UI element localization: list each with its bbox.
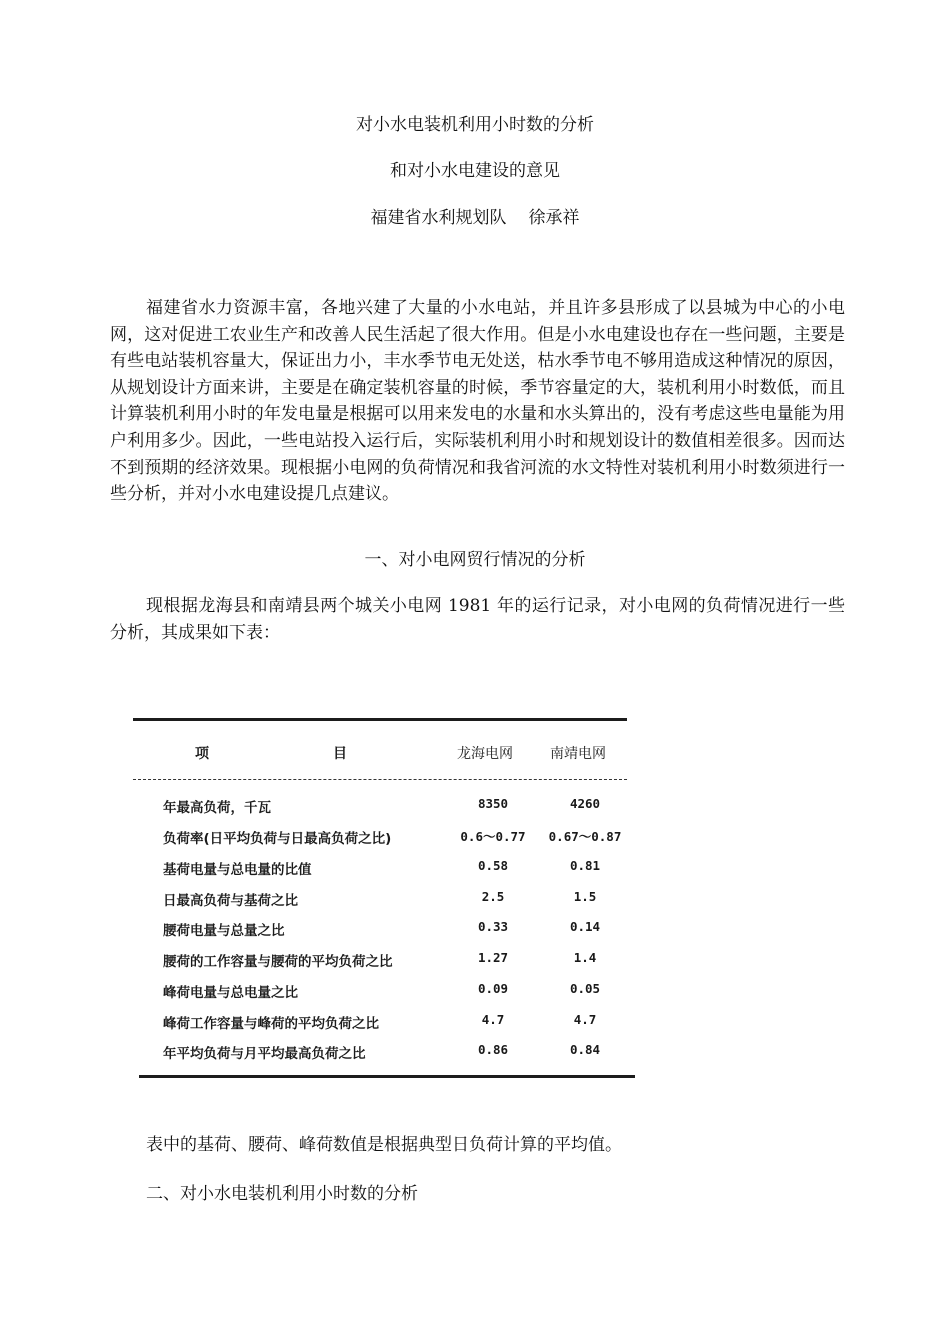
table-header-longhai: 龙海电网 <box>457 746 513 762</box>
table-row <box>133 1042 635 1066</box>
table-top-rule <box>133 718 627 721</box>
load-analysis-table <box>133 713 635 1083</box>
author-line <box>0 206 950 230</box>
row-value-nanjing: 0.67～0.87 <box>548 829 622 844</box>
row-value-nanjing: 0.14 <box>569 919 601 934</box>
table-header-nanjing: 南靖电网 <box>550 746 606 762</box>
table-row <box>133 950 635 974</box>
section-2-heading: 二、对小水电装机利用小时数的分析 <box>146 1184 418 1204</box>
row-value-nanjing: 0.05 <box>569 981 601 996</box>
row-value-longhai: 4.7 <box>481 1012 505 1027</box>
table-header-item-right: 目 <box>333 746 347 762</box>
row-value-nanjing: 1.5 <box>573 889 597 904</box>
table-row <box>133 1012 635 1036</box>
row-label: 腰荷电量与总量之比 <box>163 923 285 939</box>
table-row <box>133 827 635 851</box>
row-value-nanjing: 1.4 <box>573 950 597 965</box>
document-title-line-2: 和对小水电建设的意见 <box>390 161 560 181</box>
row-label: 峰荷工作容量与峰荷的平均负荷之比 <box>163 1016 379 1032</box>
row-value-longhai: 8350 <box>477 796 509 811</box>
row-label: 日最高负荷与基荷之比 <box>163 893 298 909</box>
row-value-longhai: 1.27 <box>477 950 509 965</box>
document-title-line-1: 对小水电装机利用小时数的分析 <box>356 115 594 135</box>
table-row <box>133 889 635 913</box>
row-value-longhai: 0.09 <box>477 981 509 996</box>
row-value-nanjing: 4260 <box>569 796 601 811</box>
row-label: 腰荷的工作容量与腰荷的平均负荷之比 <box>163 954 393 970</box>
author-name: 徐承祥 <box>528 208 580 228</box>
row-value-longhai: 2.5 <box>481 889 505 904</box>
row-label: 峰荷电量与总电量之比 <box>163 985 298 1001</box>
table-note: 表中的基荷、腰荷、峰荷数值是根据典型日负荷计算的平均值。 <box>146 1135 622 1155</box>
intro-paragraph: 福建省水力资源丰富，各地兴建了大量的小水电站，并且许多县形成了以县城为中心的小电网，这对促进工农业生产和改善人民生活起了很大作用。但是小水电建设也存在一些问题，主要是有些电站装机容量大，保证出力小，丰水季节电无处送，枯水季节电不够用造成这种情况的原因，从规划设计方面来讲，主要是在确定装机容量的时候，季节容量定的大，装机利用小时数低，而且计算装机利用小时的年发电量是根据可以用来发电的水量和水头算出的，没有考虑这些电量能为用户利用多少。因此，一些电站投入运行后，实际装机利用小时和规划设计的数值相差很多。因而达不到预期的经济效果。现根据小电网的负荷情况和我省河流的水文特性对装机利用小时数须进行一些分析，并对小水电建设提几点建议。 <box>110 298 845 505</box>
table-header-item-left: 项 <box>195 746 209 762</box>
table-header-rule <box>133 779 627 780</box>
row-label: 年最高负荷，千瓦 <box>163 800 271 816</box>
row-label: 年平均负荷与月平均最高负荷之比 <box>163 1046 366 1062</box>
row-label: 基荷电量与总电量的比值 <box>163 862 312 878</box>
table-row <box>133 919 635 943</box>
section-1-heading: 一、对小电网贸行情况的分析 <box>364 550 586 570</box>
row-value-nanjing: 0.84 <box>569 1042 601 1057</box>
table-row <box>133 981 635 1005</box>
row-value-longhai: 0.33 <box>477 919 509 934</box>
row-value-nanjing: 0.81 <box>569 858 601 873</box>
table-bottom-rule <box>139 1075 635 1078</box>
row-value-nanjing: 4.7 <box>573 1012 597 1027</box>
row-value-longhai: 0.58 <box>477 858 509 873</box>
row-label: 负荷率(日平均负荷与日最高负荷之比) <box>163 831 392 847</box>
section-1-paragraph: 现根据龙海县和南靖县两个城关小电网 1981 年的运行记录，对小电网的负荷情况进行一些分析，其成果如下表： <box>110 596 845 643</box>
row-value-longhai: 0.86 <box>477 1042 509 1057</box>
table-row <box>133 796 635 820</box>
table-row <box>133 858 635 882</box>
row-value-longhai: 0.6～0.77 <box>460 829 526 844</box>
author-organization: 福建省水利规划队 <box>370 208 507 228</box>
